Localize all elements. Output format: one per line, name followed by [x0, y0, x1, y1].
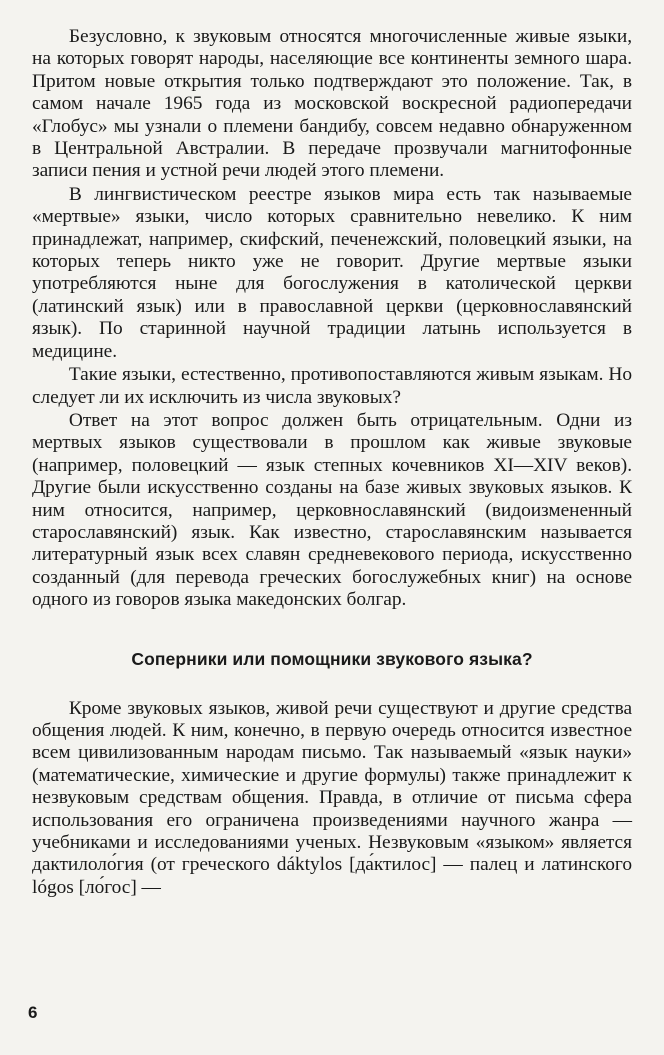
paragraph-dead-languages: В лингвистическом реестре языков мира есть так называемые «мертвые» языки, число которых сравнительно невелико. К ним принадлежат, например, скифский, печенежский, половецкий языки, на которых теперь никто уже не говорит. Другие мертвые языки употребляются ныне для богослужения в католической церкви (латинский язык) или в православной церкви (церковнославянский язык). По старинной научной традиции латынь используется в медицине. — [32, 183, 632, 362]
section-heading: Соперники или помощники звукового языка? — [131, 648, 533, 669]
paragraph-other-means: Кроме звуковых языков, живой речи существуют и другие средства общения людей. К ним, конечно, в первую очередь относится известное всем цивилизованным народам письмо. Так называемый «язык науки» (математические, химические и другие формулы) также принадлежит к незвуковым средствам общения. Правда, в отличие от письма сфера использования его ограничена произведениями научного жанра — учебниками и исследованиями ученых. Незвуковым «языком» является дактилоло́гия (от греческого dáktylos [да́ктилос] — палец и латинского lógos [ло́гос] — — [32, 697, 632, 898]
paragraph-question: Такие языки, естественно, противопоставляются живым языкам. Но следует ли их исключить из числа звуковых? — [32, 364, 632, 408]
page-number: 6 — [28, 1003, 38, 1022]
paragraph-answer: Ответ на этот вопрос должен быть отрицательным. Одни из мертвых языков существовали в прошлом как живые звуковые (например, половецкий — язык степных кочевников XI—XIV веков). Другие были искусственно созданы на базе живых звуковых языков. К ним относится, например, церковнославянский (видоизмененный старославянский) язык. Как известно, старославянским называется литературный язык всех славян средневекового периода, искусственно созданный (для перевода греческих богослужебных книг) на основе одного из говоров языка македонских болгар. — [32, 409, 632, 611]
book-page — [32, 26, 632, 899]
paragraph-sound-languages: Безусловно, к звуковым относятся многочисленные живые языки, на которых говорят народы, населяющие все континенты земного шара. Притом новые открытия только подтверждают это положение. Так, в самом начале 1965 года из московской воскресной радиопередачи «Глобус» мы узнали о племени бандибу, совсем недавно обнаруженном в Центральной Австралии. В передаче прозвучали магнитофонные записи пения и устной речи людей этого племени. — [32, 26, 632, 182]
